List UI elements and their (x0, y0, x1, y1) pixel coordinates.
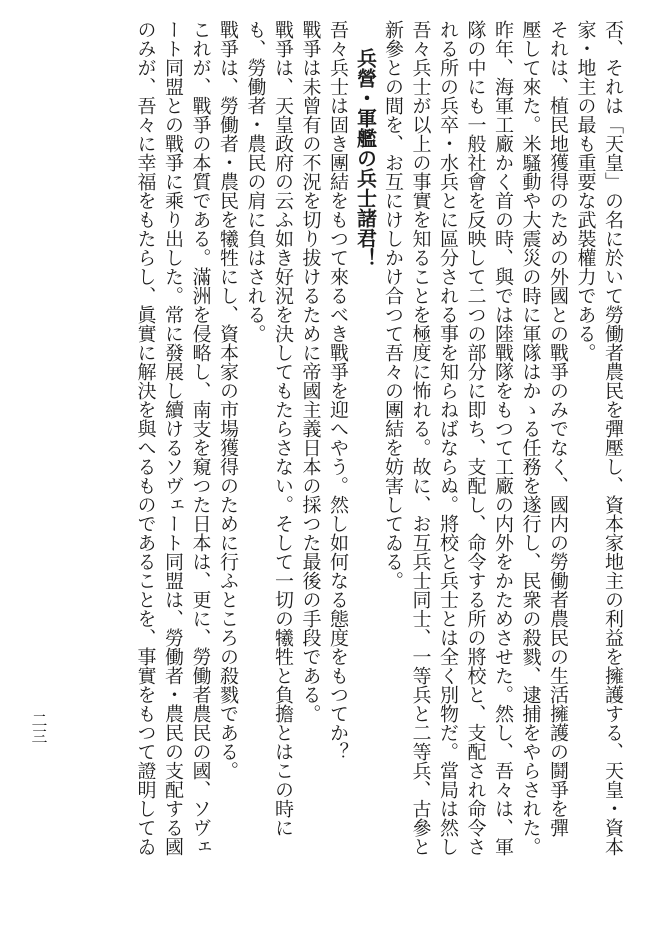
text-line: それは、植民地獲得のための外國との戰爭のみでなく、國内の勞働者農民の生活擁護の鬪爭を彈 (547, 20, 569, 837)
text-line: 戰爭は、天皇政府の云ふ如き好況を決してもたらさない。そして一切の犧牲と負擔とはこの時に (272, 20, 294, 837)
text-line: 戰爭は、勞働者・農民を犧牲にし、資本家の市場獲得のために行ふところの殺戮である。 (217, 20, 239, 780)
text-line: 家・地主の最も重要な武裝權力である。 (574, 20, 597, 362)
text-line: 吾々兵士は固き團結をもつて來るべき戰爭を迎へやう。然し如何なる態度をもつてか？ (327, 20, 349, 761)
text-line: 新參との間を、お互にけしかけ合つて吾々の團結を妨害してゐる。 (382, 20, 404, 590)
text-line: 昨年、海軍工廠かく首の時、與では陸戰隊をもつて工廠の内外をかためさせた。然し、吾々は、軍 (492, 20, 514, 856)
text-line: 壓して來た。米騷動や大震災の時に軍隊はかゝる任務を遂行し、民衆の殺戮、逮捕をやらされた。 (519, 20, 542, 856)
text-line: 吾々兵士が以上の事實を知ることを極度に怖れる。故に、お互兵士同士、一等兵と二等兵、古參と (409, 20, 432, 856)
text-line: 隊の中にも一般社會を反映して二つの部分に即ち、支配し、命令する所の將校と、支配され命令さ (464, 20, 487, 856)
section-heading: 兵營・軍艦の兵士諸君！ (353, 48, 378, 268)
vertical-text-body (26, 20, 626, 920)
text-line: これが、戰爭の本質である。滿洲を侵略し、南支を窺つた日本は、更に、勞働者農民の國、ソヴェ (189, 20, 212, 856)
text-line: れる所の兵卒・水兵とに區分される事を知らねばならぬ。將校と兵士とは全く別物だ。當局は然し (437, 20, 459, 856)
text-line: も、勞働者・農民の肩に負はされる。 (244, 20, 267, 343)
text-line: 否、それは「天皇」の名に於いて勞働者農民を彈壓し、資本家地主の利益を擁護する、天皇・資本 (602, 20, 624, 856)
text-line: のみが、吾々に幸福をもたらし、眞實に解決を與へるものであることを、事實をもつて證明してゐ (134, 20, 157, 856)
page-number: 二三 (29, 712, 48, 744)
text-line: ート同盟との戰爭に乘り出した。常に發展し續けるソヴェート同盟は、勞働者・農民の支配する國 (162, 20, 184, 856)
text-line: 戰爭は未曾有の不況を切り拔けるために帝國主義日本の採つた最後の手段である。 (299, 20, 322, 723)
